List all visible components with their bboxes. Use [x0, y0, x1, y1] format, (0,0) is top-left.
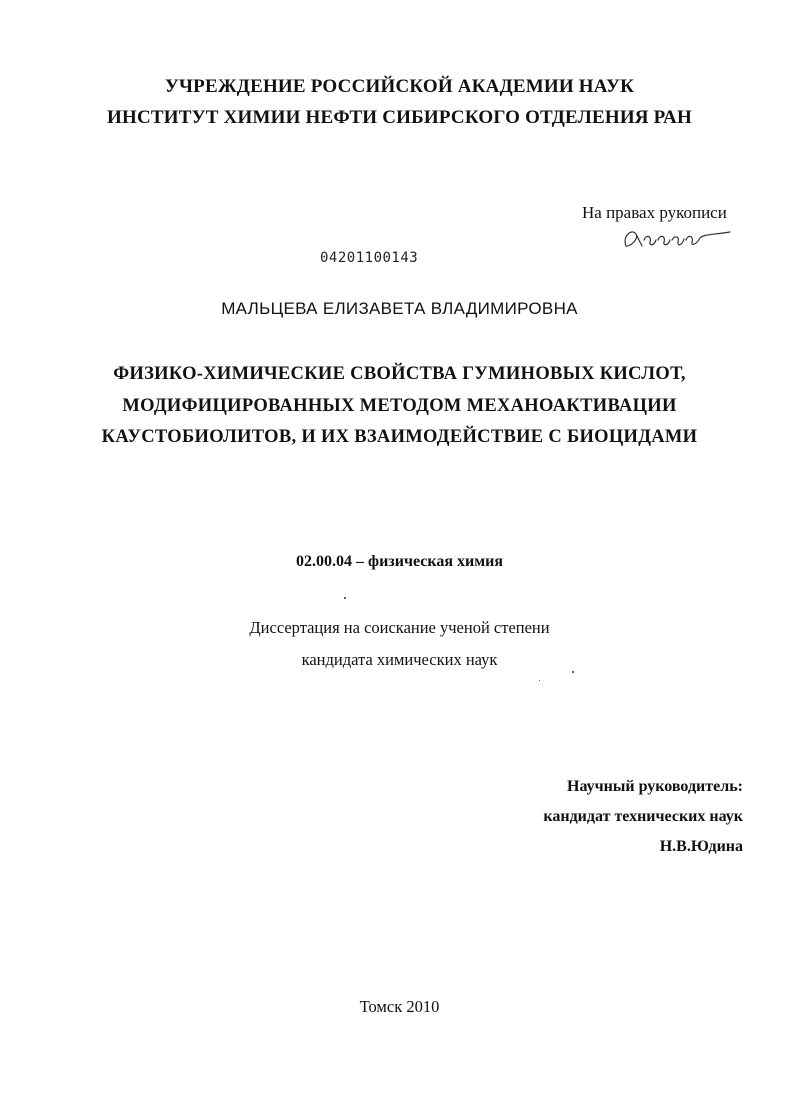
supervisor-name: Н.В.Юдина — [659, 838, 743, 855]
thesis-title-line-1: ФИЗИКО-ХИМИЧЕСКИЕ СВОЙСТВА ГУМИНОВЫХ КИСЛОТ, — [113, 364, 686, 384]
handwritten-signature — [620, 226, 740, 257]
institution-line-2: ИНСТИТУТ ХИМИИ НЕФТИ СИБИРСКОГО ОТДЕЛЕНИЯ РАН — [107, 107, 692, 128]
scan-speck — [572, 671, 574, 673]
thesis-title-line-2: МОДИФИЦИРОВАННЫХ МЕТОДОМ МЕХАНОАКТИВАЦИИ — [122, 396, 677, 416]
institution-line-1: УЧРЕЖДЕНИЕ РОССИЙСКОЙ АКАДЕМИИ НАУК — [164, 76, 635, 97]
degree-line-1: Диссертация на соискание ученой степени — [249, 618, 550, 637]
specialty-code: 02.00.04 – физическая химия — [296, 553, 503, 570]
supervisor-label: Научный руководитель: — [567, 778, 743, 795]
supervisor-title: кандидат технических наук — [543, 808, 743, 825]
manuscript-rights-note: На правах рукописи — [582, 203, 727, 222]
degree-line-2: кандидата химических наук — [301, 650, 498, 669]
scan-speck — [539, 680, 540, 681]
place-and-year: Томск 2010 — [359, 997, 440, 1016]
thesis-title-line-3: КАУСТОБИОЛИТОВ, И ИХ ВЗАИМОДЕЙСТВИЕ С БИОЦИДАМИ — [101, 427, 698, 447]
scan-speck — [344, 597, 346, 599]
author-name: МАЛЬЦЕВА ЕЛИЗАВЕТА ВЛАДИМИРОВНА — [221, 299, 578, 318]
registration-number: 04201100143 — [320, 250, 419, 266]
